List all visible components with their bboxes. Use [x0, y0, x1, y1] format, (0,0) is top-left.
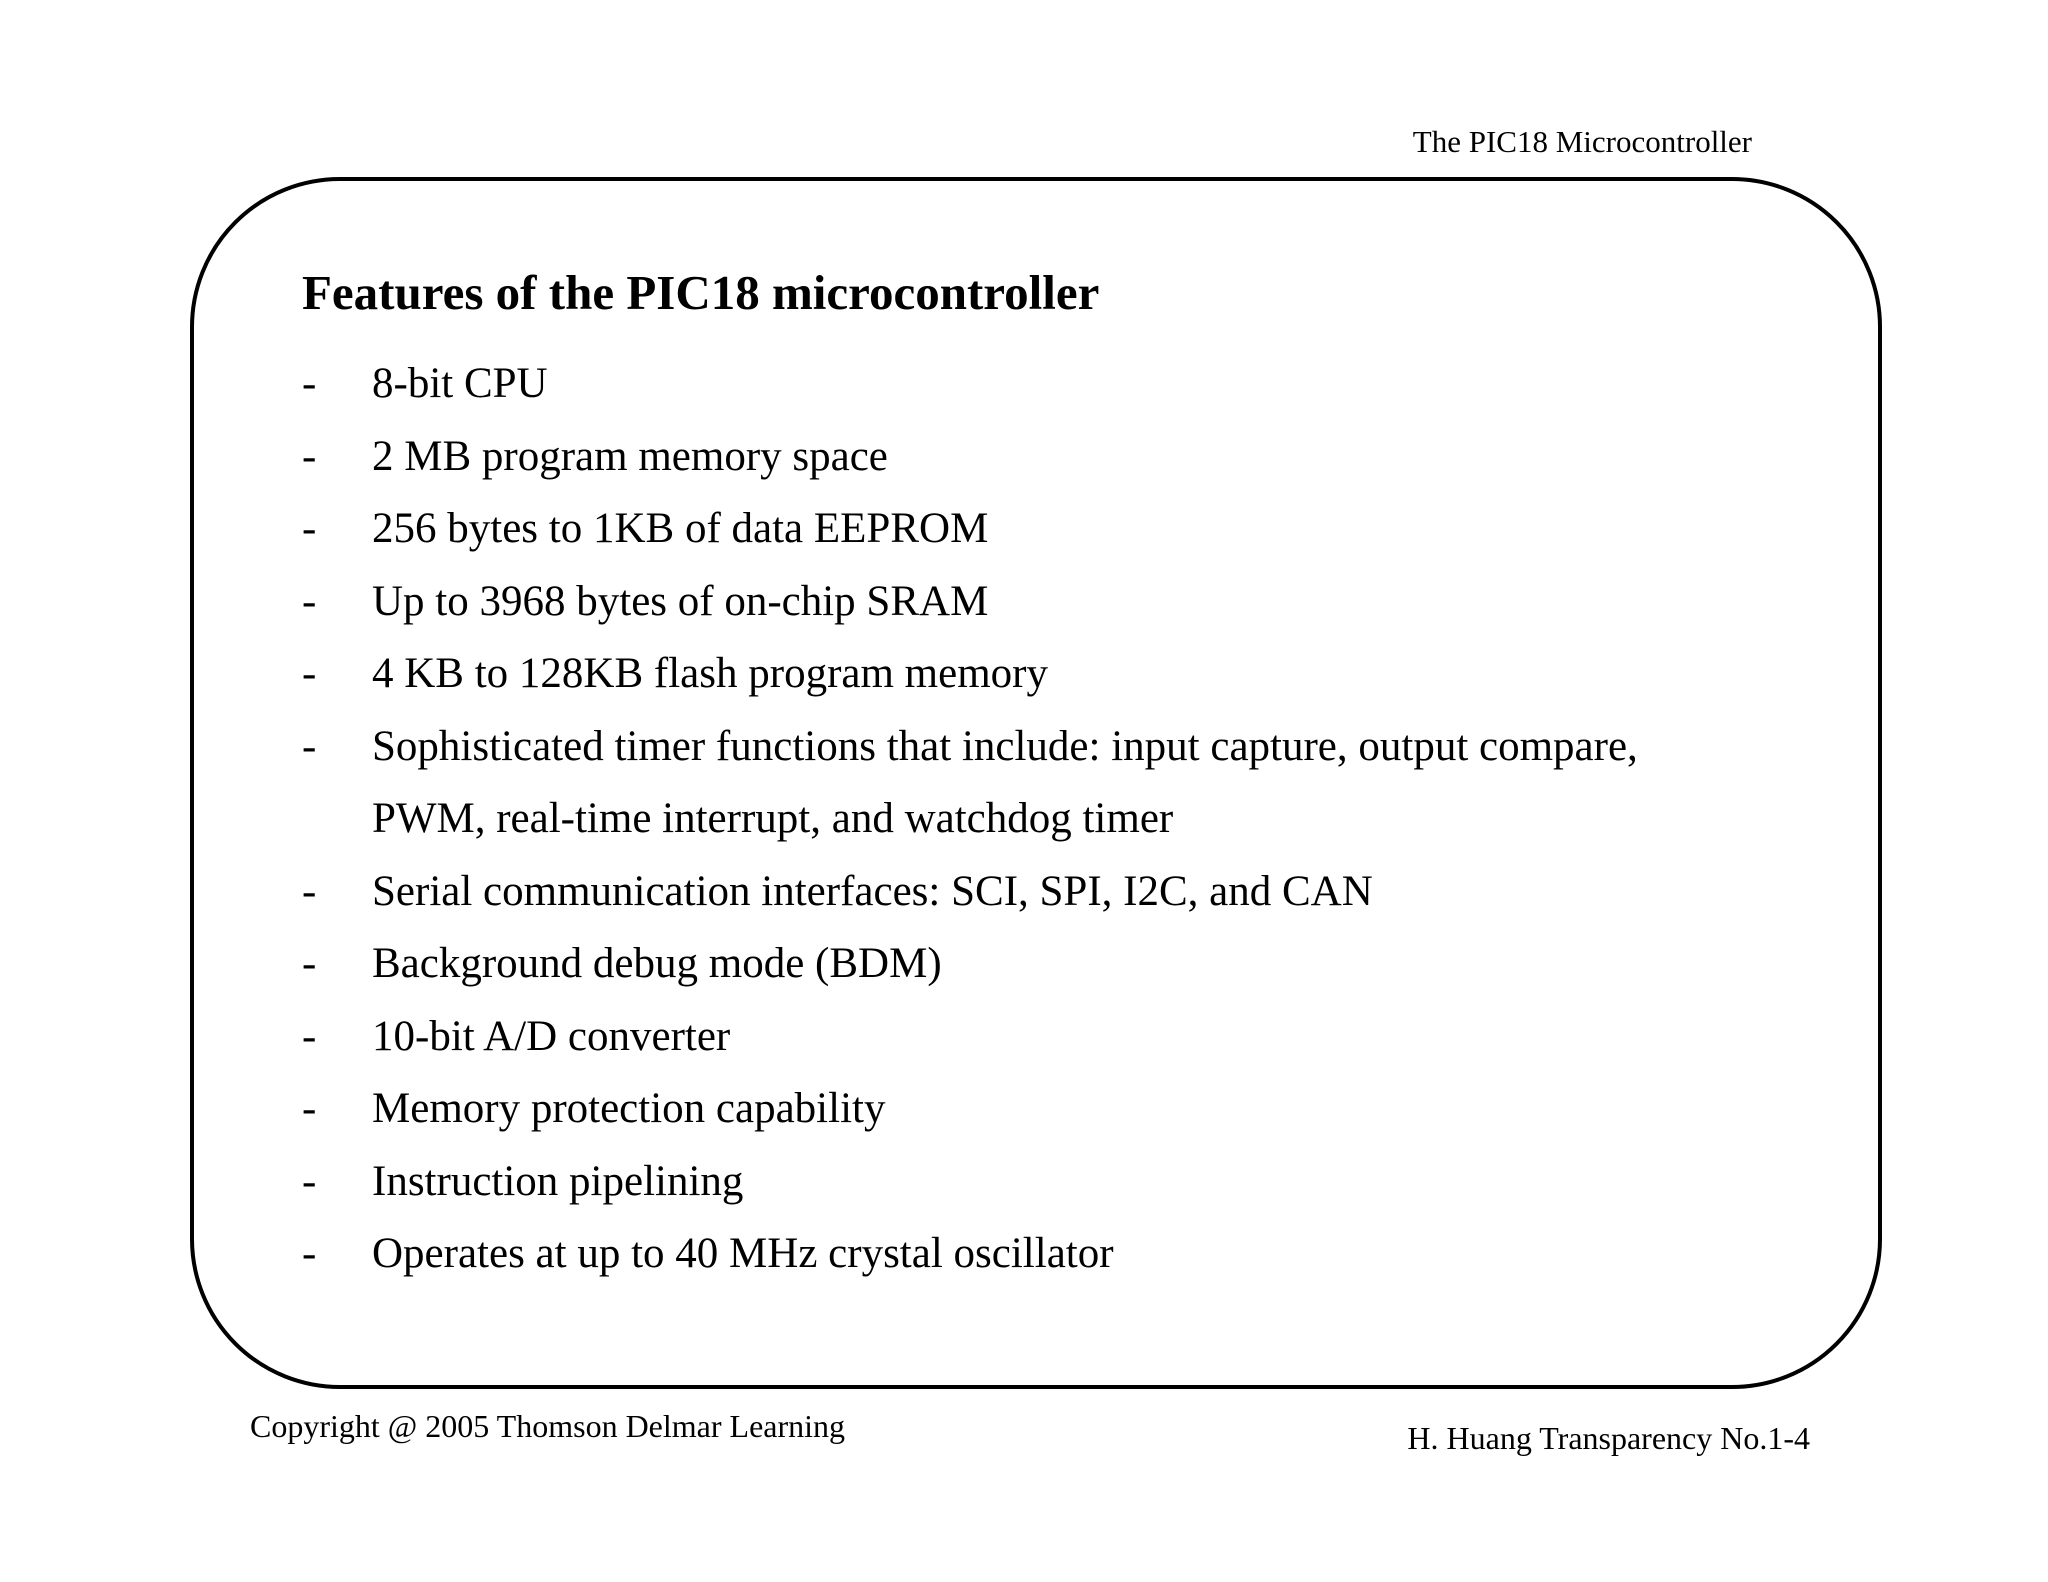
bullet-dash: -	[302, 650, 317, 697]
feature-text: Instruction pipelining	[372, 1157, 744, 1205]
feature-text: 8-bit CPU	[372, 360, 548, 407]
feature-item-memory-protection	[302, 1073, 1638, 1146]
feature-item-bdm	[302, 928, 1638, 1001]
transparency-number: H. Huang Transparency No.1-4	[1407, 1420, 1810, 1456]
feature-text: Operates at up to 40 MHz crystal oscillator	[372, 1230, 1114, 1277]
bullet-dash: -	[302, 1085, 317, 1132]
bullet-dash: -	[302, 1157, 317, 1205]
feature-item-pipelining	[302, 1146, 1638, 1219]
bullet-dash: -	[302, 360, 317, 407]
feature-item-timer-functions	[302, 711, 1638, 856]
bullet-dash: -	[302, 1012, 317, 1060]
feature-item-serial-interfaces	[302, 856, 1638, 929]
feature-item-eeprom	[302, 493, 1638, 566]
feature-text: Sophisticated timer functions that include: input capture, output compare,	[372, 722, 1638, 770]
bullet-dash: -	[302, 867, 317, 915]
bullet-dash: -	[302, 722, 317, 770]
running-header-title: The PIC18 Microcontroller	[1412, 124, 1752, 159]
bullet-dash: -	[302, 940, 317, 987]
bullet-dash: -	[302, 432, 317, 480]
feature-text: 256 bytes to 1KB of data EEPROM	[372, 505, 989, 552]
feature-text: Background debug mode (BDM)	[372, 940, 942, 987]
feature-text: Up to 3968 bytes of on-chip SRAM	[372, 577, 989, 625]
feature-item-sram	[302, 566, 1638, 639]
feature-text: Serial communication interfaces: SCI, SPI, I2C, and CAN	[372, 867, 1373, 915]
feature-text-continuation: PWM, real-time interrupt, and watchdog timer	[372, 795, 1174, 842]
bullet-dash: -	[302, 1230, 317, 1277]
slide-title: Features of the PIC18 microcontroller	[302, 265, 1100, 320]
feature-item-program-memory-space	[302, 421, 1638, 494]
feature-list	[302, 348, 1638, 1291]
feature-text: 10-bit A/D converter	[372, 1012, 731, 1060]
bullet-dash: -	[302, 505, 317, 552]
bullet-dash: -	[302, 577, 317, 625]
feature-text: Memory protection capability	[372, 1085, 886, 1132]
feature-item-oscillator	[302, 1218, 1638, 1291]
feature-item-cpu	[302, 348, 1638, 421]
feature-item-flash-memory	[302, 638, 1638, 711]
feature-item-ad-converter	[302, 1001, 1638, 1074]
feature-text: 2 MB program memory space	[372, 432, 888, 480]
copyright-notice: Copyright @ 2005 Thomson Delmar Learning	[250, 1408, 846, 1444]
feature-text: 4 KB to 128KB flash program memory	[372, 650, 1048, 697]
